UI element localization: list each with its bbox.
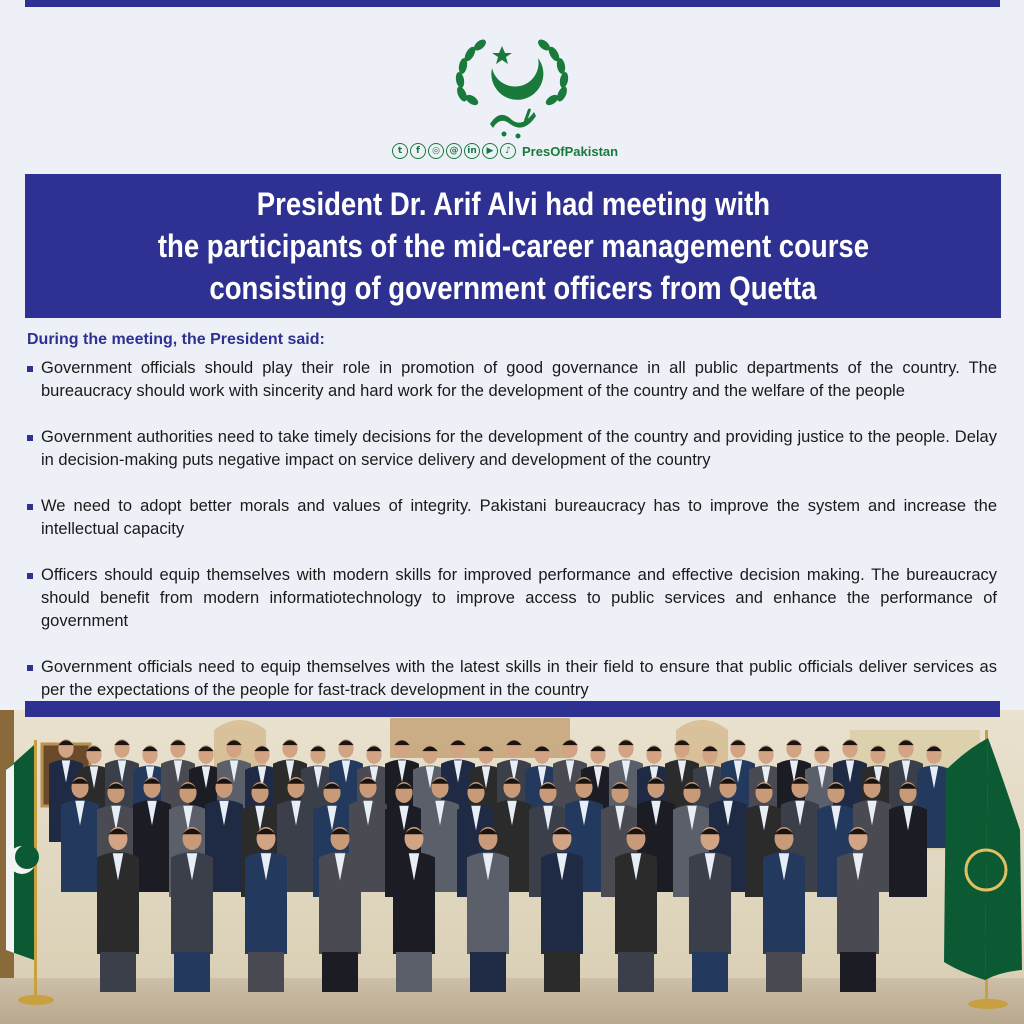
twitter-icon[interactable]: t [392,143,408,159]
bullet-item [27,357,997,403]
person-legs [544,952,580,992]
bullet-square-icon [27,665,33,671]
bullet-list [27,357,997,725]
bullet-text: Government officials should play their role in promotion of good governance in all public departments of the country. The bureaucracy should work with sincerity and hard work for the development of the country and the welfare of the people [41,359,997,400]
person-legs [174,952,210,992]
linkedin-icon[interactable]: in [464,143,480,159]
person-legs [470,952,506,992]
bullet-text: Government officials need to equip themselves with the latest skills in their field to ensure that public officials deliver services as per the expectations of the people for fast-track development in the country [41,658,997,699]
intro-heading: During the meeting, the President said: [27,331,325,348]
person-legs [322,952,358,992]
person-legs [618,952,654,992]
bullet-square-icon [27,504,33,510]
person-legs [840,952,876,992]
bullet-text: Officers should equip themselves with modern skills for improved performance and effective decision making. The bureaucracy should benefit from modern informatiotechnology to improve access to public services and enhance the performance of government [41,566,997,630]
bullet-item [27,656,997,702]
bullet-text: Government authorities need to take timely decisions for the development of the country and providing justice to the people. Delay in decision-making puts negative impact on service delivery and development of the country [41,428,997,469]
facebook-icon[interactable]: f [410,143,426,159]
bullet-item [27,564,997,633]
top-accent-bar [25,0,1000,7]
title-line-1: President Dr. Arif Alvi had meeting with [256,186,770,222]
bullet-text: We need to adopt better morals and values of integrity. Pakistani bureaucracy has to improve the system and increase the intellectual capacity [41,497,997,538]
social-handle[interactable]: PresOfPakistan [522,143,619,159]
bullet-item [27,426,997,472]
bullet-square-icon [27,573,33,579]
instagram-icon[interactable]: ◎ [428,143,444,159]
bullet-item [27,495,997,541]
group-photo [0,710,1024,1024]
bullet-square-icon [27,435,33,441]
bullet-square-icon [27,366,33,372]
social-media-bar [392,141,618,161]
title-line-3: consisting of government officers from Quetta [209,270,817,306]
title-banner [25,174,1001,318]
tiktok-icon[interactable]: ♪ [500,143,516,159]
person-legs [692,952,728,992]
person-legs [766,952,802,992]
pakistan-emblem-icon [452,28,572,143]
person-legs [396,952,432,992]
title-line-2: the participants of the mid-career management course [157,228,869,264]
threads-icon[interactable]: @ [446,143,462,159]
bottom-accent-bar [25,701,1000,717]
person-legs [248,952,284,992]
person-legs [100,952,136,992]
youtube-icon[interactable]: ▶ [482,143,498,159]
